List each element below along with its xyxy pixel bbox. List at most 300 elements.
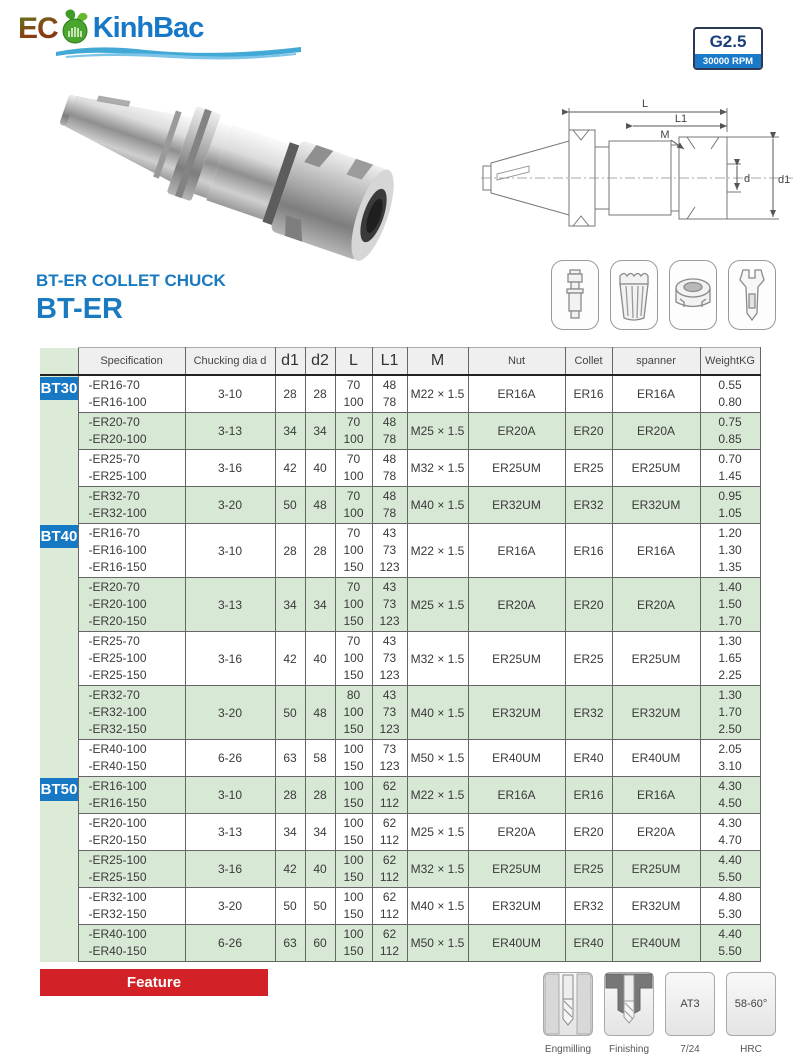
apple-leaf-icon [58, 8, 92, 49]
cell-line: 2.25 [718, 668, 742, 682]
table-row [40, 814, 760, 851]
cell-d1: 50 [275, 888, 305, 925]
cell-m: M40 × 1.5 [407, 888, 468, 925]
cell-line: 70 [346, 526, 361, 540]
cell-line: 78 [382, 432, 397, 446]
cell-line: 0.70 [718, 452, 742, 466]
column-header: d2 [305, 348, 335, 376]
cell-line: 150 [343, 668, 364, 682]
cell-line: 5.50 [718, 944, 742, 958]
cell-d1: 28 [275, 777, 305, 814]
cell-d2: 60 [305, 925, 335, 962]
balance-grade-badge [693, 27, 763, 70]
cell-spec [78, 578, 185, 632]
cell-line: 1.70 [718, 705, 742, 719]
bt-section-label: BT30 [40, 377, 78, 400]
spanner-icon [728, 260, 776, 330]
cell-line: 78 [382, 469, 397, 483]
rpm-value: 30000 RPM [695, 54, 761, 68]
cell-line: 100 [343, 705, 364, 719]
cell-l [335, 450, 372, 487]
table-row [40, 686, 760, 740]
cell-d1: 50 [275, 686, 305, 740]
cell-collet: ER32 [565, 686, 612, 740]
cell-l [335, 814, 372, 851]
product-photo [25, 56, 465, 268]
cell-l1 [372, 814, 407, 851]
cell-line: 123 [379, 560, 400, 574]
bt-section-cell [40, 777, 78, 962]
cell-spanner: ER20A [612, 814, 700, 851]
table-row [40, 524, 760, 578]
column-header: WeightKG [700, 348, 760, 376]
spec-table-body [40, 375, 760, 962]
cell-weight [700, 375, 760, 413]
cell-line: 112 [379, 870, 400, 884]
cell-chucking: 3-16 [185, 851, 275, 888]
cell-line: 70 [346, 452, 361, 466]
cell-line: 62 [382, 853, 397, 867]
cell-line: -ER16-70 [88, 378, 140, 392]
table-row [40, 632, 760, 686]
cell-l1 [372, 375, 407, 413]
cell-l1 [372, 888, 407, 925]
cell-m: M40 × 1.5 [407, 686, 468, 740]
cell-m: M25 × 1.5 [407, 814, 468, 851]
cell-weight [700, 450, 760, 487]
cell-line: 123 [379, 668, 400, 682]
cell-line: 62 [382, 890, 397, 904]
table-row [40, 851, 760, 888]
cell-collet: ER20 [565, 413, 612, 450]
cell-weight [700, 487, 760, 524]
cell-line: 3.10 [718, 759, 742, 773]
cell-line: 80 [346, 688, 361, 702]
cell-d2: 28 [305, 777, 335, 814]
cell-weight [700, 925, 760, 962]
cell-m: M25 × 1.5 [407, 578, 468, 632]
cell-nut: ER25UM [468, 632, 565, 686]
cell-nut: ER40UM [468, 925, 565, 962]
cell-d1: 42 [275, 632, 305, 686]
cell-line: -ER40-100 [88, 742, 147, 756]
cell-line: 112 [379, 907, 400, 921]
hardness-value: 58-60° [726, 972, 776, 1036]
cell-line: 123 [379, 722, 400, 736]
cell-d1: 63 [275, 740, 305, 777]
cell-m: M22 × 1.5 [407, 777, 468, 814]
cell-chucking: 3-10 [185, 777, 275, 814]
logo-ec-text: EC [18, 11, 58, 45]
cell-chucking: 3-13 [185, 578, 275, 632]
cell-line: -ER32-150 [88, 722, 147, 736]
cell-line: 5.50 [718, 870, 742, 884]
cell-line: 150 [343, 560, 364, 574]
cell-l1 [372, 450, 407, 487]
cell-l1 [372, 851, 407, 888]
cell-nut: ER20A [468, 814, 565, 851]
cell-line: 100 [343, 853, 364, 867]
cell-line: -ER40-150 [88, 759, 147, 773]
cell-line: 150 [343, 614, 364, 628]
spec-box-hardness [726, 972, 776, 1054]
cell-line: 123 [379, 759, 400, 773]
cell-weight [700, 814, 760, 851]
cell-line: 43 [382, 580, 397, 594]
cell-line: 70 [346, 415, 361, 429]
cell-collet: ER32 [565, 888, 612, 925]
cell-line: 100 [343, 651, 364, 665]
cell-spanner: ER32UM [612, 888, 700, 925]
er-collet-icon [610, 260, 658, 330]
cell-line: 0.85 [718, 432, 742, 446]
cell-weight [700, 851, 760, 888]
dim-label-M: M [660, 129, 670, 141]
cell-line: -ER20-100 [88, 597, 147, 611]
cell-l [335, 487, 372, 524]
cell-spec [78, 814, 185, 851]
cell-spec [78, 888, 185, 925]
cell-nut: ER25UM [468, 851, 565, 888]
cell-line: -ER16-70 [88, 526, 140, 540]
cell-line: 1.45 [718, 469, 742, 483]
cell-line: 70 [346, 580, 361, 594]
cell-weight [700, 686, 760, 740]
cell-line: -ER32-100 [88, 506, 147, 520]
cell-l1 [372, 632, 407, 686]
cell-l1 [372, 686, 407, 740]
column-header: Collet [565, 348, 612, 376]
cell-d1: 34 [275, 814, 305, 851]
cell-m: M32 × 1.5 [407, 450, 468, 487]
cell-l [335, 524, 372, 578]
cell-line: 4.70 [718, 833, 742, 847]
cell-l1 [372, 925, 407, 962]
table-row [40, 777, 760, 814]
column-header: d1 [275, 348, 305, 376]
table-row [40, 450, 760, 487]
cell-line: 0.55 [718, 378, 742, 392]
cell-weight [700, 888, 760, 925]
cell-chucking: 3-10 [185, 524, 275, 578]
cell-line: 0.75 [718, 415, 742, 429]
cell-l [335, 578, 372, 632]
cell-nut: ER32UM [468, 487, 565, 524]
cell-weight [700, 632, 760, 686]
cell-line: 1.20 [718, 526, 742, 540]
cell-spanner: ER25UM [612, 632, 700, 686]
cell-collet: ER25 [565, 851, 612, 888]
cell-spanner: ER20A [612, 413, 700, 450]
cell-l1 [372, 524, 407, 578]
spec-box-engmilling [543, 972, 593, 1054]
cell-line: 73 [382, 543, 397, 557]
cell-line: 0.95 [718, 489, 742, 503]
cell-chucking: 3-13 [185, 814, 275, 851]
cell-nut: ER20A [468, 413, 565, 450]
cell-chucking: 3-13 [185, 413, 275, 450]
column-header: L1 [372, 348, 407, 376]
cell-line: 150 [343, 870, 364, 884]
cell-line: 100 [343, 890, 364, 904]
cell-l [335, 925, 372, 962]
spec-box-label: HRC [740, 1044, 762, 1054]
cell-line: 1.30 [718, 543, 742, 557]
cell-l1 [372, 487, 407, 524]
cell-d2: 34 [305, 413, 335, 450]
cell-line: 100 [343, 395, 364, 409]
cell-collet: ER40 [565, 925, 612, 962]
cell-d1: 28 [275, 524, 305, 578]
cell-line: -ER20-70 [88, 580, 140, 594]
cell-spec [78, 777, 185, 814]
table-row [40, 413, 760, 450]
cell-d1: 42 [275, 851, 305, 888]
logo-brand-text: KinhBac [92, 12, 204, 44]
cell-l1 [372, 578, 407, 632]
cell-collet: ER20 [565, 578, 612, 632]
spec-summary-boxes [543, 972, 776, 1054]
cell-chucking: 3-20 [185, 686, 275, 740]
spec-box-label: 7/24 [680, 1044, 700, 1054]
bt-section-label: BT40 [40, 525, 78, 548]
category-title: BT-ER COLLET CHUCK [36, 271, 226, 290]
spec-table-head [40, 348, 760, 376]
cell-line: 78 [382, 395, 397, 409]
cell-line: -ER20-150 [88, 614, 147, 628]
cell-nut: ER32UM [468, 686, 565, 740]
cell-line: 100 [343, 432, 364, 446]
cell-line: 100 [343, 506, 364, 520]
cell-d2: 48 [305, 686, 335, 740]
cell-collet: ER32 [565, 487, 612, 524]
cell-line: 100 [343, 927, 364, 941]
cell-nut: ER40UM [468, 740, 565, 777]
cell-d1: 28 [275, 375, 305, 413]
cell-chucking: 3-20 [185, 888, 275, 925]
cell-spec [78, 450, 185, 487]
cell-spanner: ER16A [612, 375, 700, 413]
table-row [40, 578, 760, 632]
cell-line: -ER25-70 [88, 634, 140, 648]
feature-banner: Feature [40, 969, 268, 996]
cell-line: 1.05 [718, 506, 742, 520]
cell-line: -ER20-70 [88, 415, 140, 429]
spec-box-finishing [604, 972, 654, 1054]
cell-d2: 34 [305, 814, 335, 851]
cell-spanner: ER40UM [612, 740, 700, 777]
cell-line: 43 [382, 526, 397, 540]
cell-line: 73 [382, 651, 397, 665]
cell-line: 2.05 [718, 742, 742, 756]
cell-chucking: 3-16 [185, 632, 275, 686]
cell-spec [78, 740, 185, 777]
cell-spanner: ER16A [612, 777, 700, 814]
cell-line: -ER25-150 [88, 870, 147, 884]
cell-d1: 50 [275, 487, 305, 524]
dimension-drawing [473, 90, 800, 255]
cell-spec [78, 524, 185, 578]
cell-line: 100 [343, 469, 364, 483]
cell-nut: ER16A [468, 375, 565, 413]
cell-d1: 34 [275, 578, 305, 632]
clamping-nut-icon [669, 260, 717, 330]
cell-line: 150 [343, 796, 364, 810]
cell-spec [78, 686, 185, 740]
cell-chucking: 3-20 [185, 487, 275, 524]
cell-line: 150 [343, 907, 364, 921]
cell-m: M25 × 1.5 [407, 413, 468, 450]
cell-l [335, 375, 372, 413]
cell-nut: ER16A [468, 777, 565, 814]
cell-collet: ER25 [565, 632, 612, 686]
finishing-icon [604, 972, 654, 1036]
bt-section-label: BT50 [40, 778, 78, 801]
cell-nut: ER32UM [468, 888, 565, 925]
grade-value: G2.5 [709, 31, 747, 51]
spec-box-label: Engmilling [544, 1044, 592, 1054]
cell-line: 112 [379, 833, 400, 847]
cell-d2: 28 [305, 524, 335, 578]
cell-line: 150 [343, 722, 364, 736]
cell-line: -ER16-100 [88, 543, 147, 557]
cell-line: 150 [343, 759, 364, 773]
cell-weight [700, 740, 760, 777]
cell-line: 43 [382, 688, 397, 702]
cell-l [335, 740, 372, 777]
column-header: Specification [78, 348, 185, 376]
cell-weight [700, 413, 760, 450]
cell-collet: ER40 [565, 740, 612, 777]
dim-label-L: L [641, 98, 649, 110]
cell-d1: 42 [275, 450, 305, 487]
cell-line: 4.30 [718, 779, 742, 793]
cell-line: -ER20-100 [88, 816, 147, 830]
column-header: M [407, 348, 468, 376]
cell-line: -ER25-100 [88, 469, 147, 483]
spec-box-taper [665, 972, 715, 1054]
cell-line: 112 [379, 796, 400, 810]
cell-l1 [372, 740, 407, 777]
cell-line: -ER32-70 [88, 489, 140, 503]
cell-line: 150 [343, 833, 364, 847]
header-row [40, 348, 760, 376]
cell-spec [78, 925, 185, 962]
cell-nut: ER20A [468, 578, 565, 632]
cell-line: 2.50 [718, 722, 742, 736]
cell-spanner: ER40UM [612, 925, 700, 962]
cell-line: 1.65 [718, 651, 742, 665]
cell-line: 73 [382, 705, 397, 719]
cell-line: 4.30 [718, 816, 742, 830]
dim-label-L1: L1 [674, 113, 688, 125]
cell-spec [78, 851, 185, 888]
cell-line: -ER20-100 [88, 432, 147, 446]
cell-line: 4.50 [718, 796, 742, 810]
cell-nut: ER16A [468, 524, 565, 578]
cell-line: 78 [382, 506, 397, 520]
end-mill-icon [543, 972, 593, 1036]
cell-l [335, 686, 372, 740]
cell-d2: 40 [305, 851, 335, 888]
cell-d1: 63 [275, 925, 305, 962]
cell-line: 150 [343, 944, 364, 958]
cell-line: -ER25-70 [88, 452, 140, 466]
cell-l [335, 851, 372, 888]
cell-spanner: ER25UM [612, 851, 700, 888]
cell-d2: 40 [305, 450, 335, 487]
cell-collet: ER16 [565, 777, 612, 814]
cell-line: 5.30 [718, 907, 742, 921]
cell-line: 112 [379, 944, 400, 958]
cell-line: 70 [346, 489, 361, 503]
cell-d2: 58 [305, 740, 335, 777]
cell-line: 100 [343, 779, 364, 793]
cell-l1 [372, 413, 407, 450]
cell-line: 48 [382, 415, 397, 429]
cell-line: 48 [382, 489, 397, 503]
cell-line: 4.80 [718, 890, 742, 904]
spec-box-label: Finishing [608, 1044, 650, 1054]
cell-line: -ER25-100 [88, 651, 147, 665]
cell-line: -ER32-150 [88, 907, 147, 921]
cell-l [335, 632, 372, 686]
cell-d2: 28 [305, 375, 335, 413]
cell-collet: ER25 [565, 450, 612, 487]
cell-line: 100 [343, 543, 364, 557]
column-header: Chucking dia d [185, 348, 275, 376]
cell-line: -ER25-150 [88, 668, 147, 682]
cell-line: 4.40 [718, 853, 742, 867]
cell-line: -ER40-150 [88, 944, 147, 958]
cell-spec [78, 413, 185, 450]
taper-value: AT3 [665, 972, 715, 1036]
cell-m: M32 × 1.5 [407, 632, 468, 686]
cell-line: -ER32-100 [88, 890, 147, 904]
cell-line: 73 [382, 742, 397, 756]
cell-l [335, 413, 372, 450]
cell-collet: ER16 [565, 524, 612, 578]
column-header: spanner [612, 348, 700, 376]
cell-d1: 34 [275, 413, 305, 450]
cell-spanner: ER16A [612, 524, 700, 578]
cell-line: 62 [382, 816, 397, 830]
cell-d2: 50 [305, 888, 335, 925]
cell-line: 70 [346, 378, 361, 392]
company-logo [18, 8, 318, 60]
cell-chucking: 3-10 [185, 375, 275, 413]
cell-m: M50 × 1.5 [407, 925, 468, 962]
cell-line: 100 [343, 597, 364, 611]
cell-line: 1.50 [718, 597, 742, 611]
cell-line: -ER16-150 [88, 560, 147, 574]
table-row [40, 888, 760, 925]
cell-line: 1.70 [718, 614, 742, 628]
cell-line: 100 [343, 742, 364, 756]
table-corner [40, 348, 78, 376]
cell-chucking: 6-26 [185, 925, 275, 962]
cell-m: M22 × 1.5 [407, 524, 468, 578]
dim-label-d1: d1 [778, 174, 791, 186]
cell-weight [700, 777, 760, 814]
cell-spec [78, 632, 185, 686]
cell-d2: 34 [305, 578, 335, 632]
cell-line: 73 [382, 597, 397, 611]
cell-d2: 40 [305, 632, 335, 686]
table-row [40, 925, 760, 962]
cell-line: -ER32-100 [88, 705, 147, 719]
cell-line: 1.40 [718, 580, 742, 594]
